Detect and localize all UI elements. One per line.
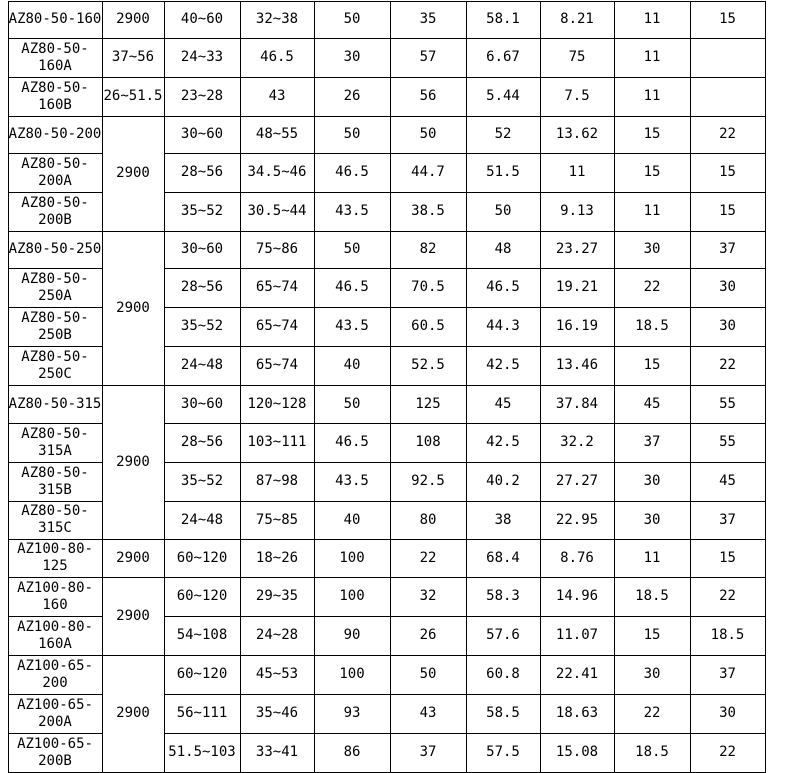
table-cell-c6: 48: [494, 241, 512, 257]
table-cell-model: AZ80-50-315: [8, 395, 102, 412]
table-cell-c8: 18.5: [635, 744, 669, 760]
table-cell-flow: 60~120: [176, 588, 228, 604]
merged-speed-cell: 2900: [116, 607, 150, 624]
table-cell-c6: 50: [494, 203, 512, 219]
table-cell-c6: 51.5: [486, 164, 520, 180]
table-cell-eff_max: 82: [419, 241, 437, 257]
table-cell-c6: 58.3: [486, 588, 520, 604]
table-cell-c6: 40.2: [486, 473, 520, 489]
table-cell-eff_min: 43.5: [335, 318, 369, 334]
table-cell-eff_max: 60.5: [411, 318, 445, 334]
table-cell-head: 18~26: [255, 549, 299, 566]
table-cell-head: 35~46: [255, 705, 299, 721]
table-cell-eff_max: 56: [419, 88, 437, 104]
table-cell-eff_min: 90: [343, 627, 361, 643]
table-cell-c8: 18.5: [635, 318, 669, 334]
table-cell-speed: 2900: [116, 549, 150, 566]
table-cell-c8: 15: [643, 126, 661, 142]
table-cell-eff_min: 93: [343, 705, 361, 721]
table-cell-c8: 45: [643, 395, 661, 412]
grid-line-horizontal: [8, 192, 103, 193]
table-cell-c9: 15: [719, 164, 736, 180]
table-cell-model: AZ80-50-160: [8, 11, 102, 27]
table-cell-c6: 68.4: [486, 549, 520, 566]
table-cell-c7: 23.27: [555, 241, 599, 257]
table-cell-head: 46.5: [260, 49, 294, 65]
table-cell-c9: 22: [719, 126, 736, 142]
table-cell-model: AZ100-80- 160A: [17, 618, 93, 652]
table-cell-eff_max: 32: [419, 588, 437, 604]
table-cell-flow: 24~48: [180, 511, 224, 528]
table-cell-flow: 23~28: [180, 88, 224, 104]
table-cell-flow: 56~111: [176, 705, 228, 721]
table-cell-c6: 42.5: [486, 434, 520, 450]
table-cell-flow: 28~56: [180, 434, 224, 450]
table-cell-c6: 52: [494, 126, 512, 142]
table-cell-model: AZ100-80- 160: [17, 579, 93, 613]
table-cell-eff_min: 40: [343, 357, 361, 373]
table-cell-model: AZ80-50- 315B: [21, 464, 89, 498]
table-cell-flow: 35~52: [180, 318, 224, 334]
grid-line-horizontal: [8, 501, 103, 502]
table-cell-eff_max: 35: [419, 11, 437, 27]
table-cell-model: AZ80-50- 315C: [21, 503, 89, 536]
table-cell-c9: 37: [719, 666, 736, 682]
table-cell-c8: 30: [643, 241, 661, 257]
grid-line-horizontal: [8, 616, 103, 617]
table-cell-eff_min: 50: [343, 241, 361, 257]
grid-line-horizontal: [8, 346, 103, 347]
table-cell-eff_min: 43.5: [335, 473, 369, 489]
grid-line-horizontal: [8, 733, 103, 734]
grid-line-horizontal: [164, 307, 766, 308]
table-cell-eff_min: 86: [343, 744, 361, 760]
grid-line-horizontal: [164, 192, 766, 193]
table-cell-eff_min: 30: [343, 49, 361, 65]
table-cell-eff_min: 46.5: [335, 434, 369, 450]
table-cell-model: AZ80-50- 250B: [21, 309, 89, 343]
table-cell-eff_max: 22: [419, 549, 437, 566]
table-cell-head: 29~35: [255, 588, 299, 604]
table-cell-speed: 37~56: [111, 49, 155, 65]
table-cell-head: 65~74: [255, 357, 299, 373]
table-cell-eff_max: 57: [419, 49, 437, 65]
table-cell-eff_min: 50: [343, 11, 361, 27]
merged-speed-cell: 2900: [116, 165, 150, 181]
table-cell-c6: 38: [494, 511, 512, 528]
table-cell-c7: 13.62: [555, 126, 599, 142]
table-cell-c9: 22: [719, 744, 736, 760]
table-cell-flow: 24~33: [180, 49, 224, 65]
table-cell-c7: 8.76: [560, 549, 594, 566]
table-cell-c6: 42.5: [486, 357, 520, 373]
table-cell-c6: 57.6: [486, 627, 520, 643]
table-cell-c9: 55: [719, 395, 736, 412]
table-cell-c8: 37: [643, 434, 661, 450]
table-cell-c9: 37: [719, 511, 736, 528]
table-cell-eff_min: 100: [339, 588, 365, 604]
grid-line-horizontal: [164, 268, 766, 269]
table-cell-model: AZ100-80- 125: [17, 541, 93, 574]
table-cell-eff_max: 37: [419, 744, 437, 760]
grid-line-horizontal: [164, 733, 766, 734]
table-cell-eff_max: 38.5: [411, 203, 445, 219]
table-cell-c9: [690, 77, 765, 116]
table-cell-head: 34.5~46: [247, 164, 307, 180]
table-cell-model: AZ80-50-250: [8, 241, 102, 257]
table-cell-head: 75~85: [255, 511, 299, 528]
table-cell-head: 120~128: [247, 395, 307, 412]
table-cell-c7: 32.2: [560, 434, 594, 450]
table-cell-eff_min: 46.5: [335, 164, 369, 180]
table-cell-flow: 54~108: [176, 627, 228, 643]
grid-line-horizontal: [8, 231, 766, 232]
table-cell-eff_min: 100: [339, 666, 365, 682]
table-cell-c9: 30: [719, 705, 736, 721]
table-cell-head: 65~74: [255, 318, 299, 334]
table-cell-c7: 7.5: [564, 88, 590, 104]
table-cell-head: 87~98: [255, 473, 299, 489]
table-cell-head: 75~86: [255, 241, 299, 257]
table-cell-head: 24~28: [255, 627, 299, 643]
table-cell-c9: 15: [719, 11, 736, 27]
table-cell-c9: [690, 38, 765, 77]
table-cell-model: AZ80-50- 160A: [21, 40, 89, 74]
table-cell-c6: 58.5: [486, 705, 520, 721]
table-cell-head: 45~53: [255, 666, 299, 682]
table-cell-c7: 9.13: [560, 203, 594, 219]
table-cell-eff_max: 70.5: [411, 279, 445, 295]
table-cell-eff_max: 44.7: [411, 164, 445, 180]
table-cell-c6: 45: [494, 395, 512, 412]
table-cell-eff_min: 100: [339, 549, 365, 566]
table-cell-head: 30.5~44: [247, 203, 307, 219]
grid-line-horizontal: [164, 694, 766, 695]
table-cell-c6: 5.44: [486, 88, 520, 104]
table-cell-model: AZ100-65- 200A: [17, 696, 93, 730]
table-cell-flow: 60~120: [176, 549, 228, 566]
table-cell-flow: 51.5~103: [168, 744, 236, 760]
table-cell-c8: 18.5: [635, 588, 669, 604]
table-cell-c7: 11.07: [555, 627, 599, 643]
table-cell-c7: 75: [568, 49, 586, 65]
table-cell-c7: 18.63: [555, 705, 599, 721]
table-cell-c8: 22: [643, 705, 661, 721]
grid-line-horizontal: [8, 385, 766, 386]
table-cell-c9: 18.5: [710, 627, 745, 643]
table-cell-c9: 15: [719, 203, 736, 219]
table-cell-model: AZ80-50- 200B: [21, 194, 89, 228]
grid-line-horizontal: [8, 655, 766, 656]
table-cell-model: AZ80-50-200: [8, 126, 102, 142]
table-cell-model: AZ80-50- 160B: [21, 79, 89, 113]
table-cell-head: 32~38: [255, 11, 299, 27]
table-cell-c9: 45: [719, 473, 736, 489]
grid-line-horizontal: [8, 1, 766, 2]
grid-line-horizontal: [164, 501, 766, 502]
table-cell-model: AZ80-50- 250C: [21, 348, 89, 382]
table-cell-c7: 16.19: [555, 318, 599, 334]
table-cell-flow: 24~48: [180, 357, 224, 373]
table-cell-eff_max: 43: [419, 705, 437, 721]
table-cell-c8: 11: [643, 49, 661, 65]
table-cell-c9: 55: [719, 434, 736, 450]
table-cell-c8: 11: [643, 549, 661, 566]
table-cell-head: 43: [268, 88, 286, 104]
table-cell-eff_min: 26: [343, 88, 361, 104]
table-cell-c8: 11: [643, 11, 661, 27]
table-cell-eff_max: 92.5: [411, 473, 445, 489]
table-cell-c7: 15.08: [555, 744, 599, 760]
table-cell-eff_max: 125: [415, 395, 441, 412]
table-cell-c7: 14.96: [555, 588, 599, 604]
table-cell-flow: 40~60: [180, 11, 224, 27]
table-cell-c7: 8.21: [560, 11, 594, 27]
table-cell-eff_max: 50: [419, 666, 437, 682]
table-cell-speed: 2900: [116, 11, 150, 27]
table-cell-flow: 35~52: [180, 473, 224, 489]
table-cell-flow: 30~60: [180, 241, 224, 257]
table-cell-c7: 13.46: [555, 357, 599, 373]
table-cell-eff_min: 50: [343, 126, 361, 142]
table-cell-eff_min: 50: [343, 395, 361, 412]
merged-speed-cell: 2900: [116, 705, 150, 721]
table-cell-c6: 6.67: [486, 49, 520, 65]
grid-line-horizontal: [164, 616, 766, 617]
grid-line-horizontal: [8, 38, 766, 39]
table-cell-c8: 30: [643, 473, 661, 489]
grid-line-horizontal: [8, 694, 103, 695]
table-cell-c7: 11: [568, 164, 586, 180]
table-cell-model: AZ100-65- 200: [17, 657, 93, 691]
table-cell-c8: 15: [643, 164, 661, 180]
table-cell-c6: 44.3: [486, 318, 520, 334]
table-cell-c6: 60.8: [486, 666, 520, 682]
table-cell-c6: 46.5: [486, 279, 520, 295]
table-cell-model: AZ80-50- 250A: [21, 270, 89, 304]
table-cell-speed: 26~51.5: [103, 88, 163, 104]
table-cell-c8: 15: [643, 357, 661, 373]
table-cell-flow: 30~60: [180, 126, 224, 142]
table-cell-c7: 22.41: [555, 666, 599, 682]
table-cell-model: AZ80-50- 200A: [21, 155, 89, 189]
grid-line-horizontal: [8, 577, 766, 578]
grid-line-horizontal: [8, 307, 103, 308]
table-cell-c8: 11: [643, 203, 661, 219]
table-cell-flow: 60~120: [176, 666, 228, 682]
table-cell-eff_min: 46.5: [335, 279, 369, 295]
table-cell-c8: 30: [643, 511, 661, 528]
grid-line-horizontal: [164, 423, 766, 424]
table-cell-head: 65~74: [255, 279, 299, 295]
merged-speed-cell: 2900: [116, 453, 150, 470]
table-cell-c7: 27.27: [555, 473, 599, 489]
table-cell-flow: 28~56: [180, 164, 224, 180]
table-cell-eff_max: 50: [419, 126, 437, 142]
grid-line-horizontal: [8, 116, 766, 117]
grid-line-horizontal: [164, 346, 766, 347]
table-cell-eff_max: 108: [415, 434, 441, 450]
table-cell-eff_min: 40: [343, 511, 361, 528]
table-cell-c9: 15: [719, 549, 736, 566]
table-cell-head: 48~55: [255, 126, 299, 142]
table-cell-c7: 22.95: [555, 511, 599, 528]
grid-line-horizontal: [8, 268, 103, 269]
table-cell-c6: 57.5: [486, 744, 520, 760]
table-cell-c8: 15: [643, 627, 661, 643]
table-cell-c9: 22: [719, 357, 736, 373]
table-cell-flow: 30~60: [180, 395, 224, 412]
table-cell-c8: 11: [643, 88, 661, 104]
table-cell-eff_min: 43.5: [335, 203, 369, 219]
table-cell-c9: 30: [719, 318, 736, 334]
table-cell-c8: 22: [643, 279, 661, 295]
table-cell-model: AZ80-50- 315A: [21, 425, 89, 459]
table-cell-eff_max: 52.5: [411, 357, 445, 373]
table-cell-c8: 30: [643, 666, 661, 682]
grid-line-horizontal: [8, 539, 766, 540]
table-cell-flow: 28~56: [180, 279, 224, 295]
grid-line-horizontal: [164, 153, 766, 154]
table-cell-flow: 35~52: [180, 203, 224, 219]
grid-line-horizontal: [8, 423, 103, 424]
table-cell-c9: 30: [719, 279, 736, 295]
grid-line-horizontal: [164, 462, 766, 463]
grid-line-horizontal: [8, 462, 103, 463]
table-cell-head: 33~41: [255, 744, 299, 760]
table-cell-head: 103~111: [247, 434, 307, 450]
grid-line-horizontal: [8, 77, 766, 78]
table-cell-c9: 37: [719, 241, 736, 257]
table-cell-eff_max: 26: [419, 627, 437, 643]
table-cell-model: AZ100-65- 200B: [17, 735, 93, 769]
table-cell-c6: 58.1: [486, 11, 520, 27]
grid-line-horizontal: [8, 153, 103, 154]
table-cell-eff_max: 80: [419, 511, 437, 528]
merged-speed-cell: 2900: [116, 299, 150, 316]
table-cell-c9: 22: [719, 588, 736, 604]
table-cell-c7: 19.21: [555, 279, 599, 295]
table-cell-c7: 37.84: [555, 395, 599, 412]
